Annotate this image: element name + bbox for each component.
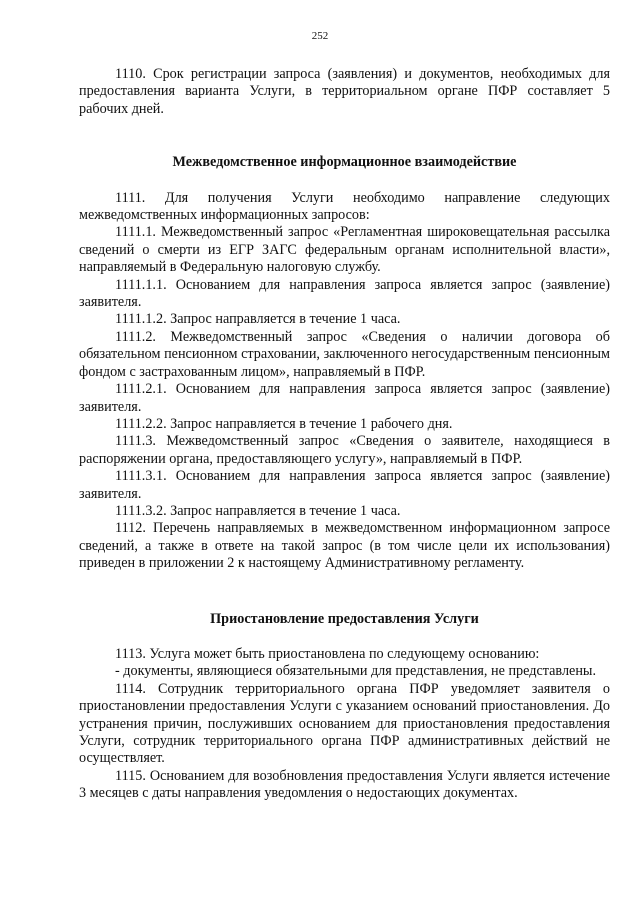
spacer [79, 172, 610, 190]
paragraph-1115: 1115. Основанием для возобновления предоставления Услуги является истечение 3 месяцев с даты направления уведомления о недостающих документах. [79, 767, 610, 802]
heading-interagency-interaction: Межведомственное информационное взаимодействие [172, 154, 517, 171]
paragraph-1111-2: 1111.2. Межведомственный запрос «Сведения о наличии договора об обязательном пенсионном страховании, заключенного негосударственным пенсионным фондом с застрахованным лицом», направляемый в ПФР. [79, 328, 610, 380]
paragraph-1113: 1113. Услуга может быть приостановлена по следующему основанию: [115, 645, 540, 662]
paragraph-1111-2-1: 1111.2.1. Основанием для направления запроса является запрос (заявление) заявителя. [79, 381, 610, 415]
spacer [79, 573, 610, 611]
paragraph-1112: 1112. Перечень направляемых в межведомственном информационном запросе сведений, а также в ответе на такой запрос (в том числе цели их использования) приведен в приложении 2 к настоящему Административному регламенту. [79, 520, 610, 572]
paragraph-1114: 1114. Сотрудник территориального органа ПФР уведомляет заявителя о приостановлении предоставления Услуги с указанием оснований приостановления. До устранения причин, послуживших основанием для приостановления предоставления Услуги, сотрудник территориального органа ПФР административных действий не осуществляет. [79, 680, 610, 767]
page-number: 252 [311, 30, 329, 42]
spacer [79, 628, 610, 646]
heading-service-suspension: Приостановление предоставления Услуги [210, 610, 479, 627]
paragraph-1113-item: - документы, являющиеся обязательными для представления, не представлены. [115, 663, 596, 680]
spacer [79, 118, 610, 154]
paragraph-1111-3: 1111.3. Межведомственный запрос «Сведения о заявителе, находящиеся в распоряжении органа, предоставляющего услугу», направляемый в ПФР. [79, 433, 610, 467]
paragraph-1111-2-2: 1111.2.2. Запрос направляется в течение 1 рабочего дня. [115, 415, 453, 432]
paragraph-1110: 1110. Срок регистрации запроса (заявления) и документов, необходимых для предоставления варианта Услуги, в территориальном органе ПФР составляет 5 рабочих дней. [79, 66, 610, 117]
document-body [79, 66, 610, 803]
paragraph-1111-3-1: 1111.3.1. Основанием для направления запроса является запрос (заявление) заявителя. [79, 468, 610, 502]
paragraph-1111-3-2: 1111.3.2. Запрос направляется в течение 1 часа. [115, 502, 401, 519]
paragraph-1111-1-2: 1111.1.2. Запрос направляется в течение 1 часа. [115, 311, 401, 328]
paragraph-1111: 1111. Для получения Услуги необходимо направление следующих межведомственных информационных запросов: [79, 189, 610, 224]
paragraph-1111-1: 1111.1. Межведомственный запрос «Регламентная широковещательная рассылка сведений о смерти из ЕГР ЗАГС федеральным органам исполнительной власти», направляемый в Федеральную налоговую службу. [79, 224, 610, 276]
paragraph-1111-1-1: 1111.1.1. Основанием для направления запроса является запрос (заявление) заявителя. [79, 276, 610, 311]
